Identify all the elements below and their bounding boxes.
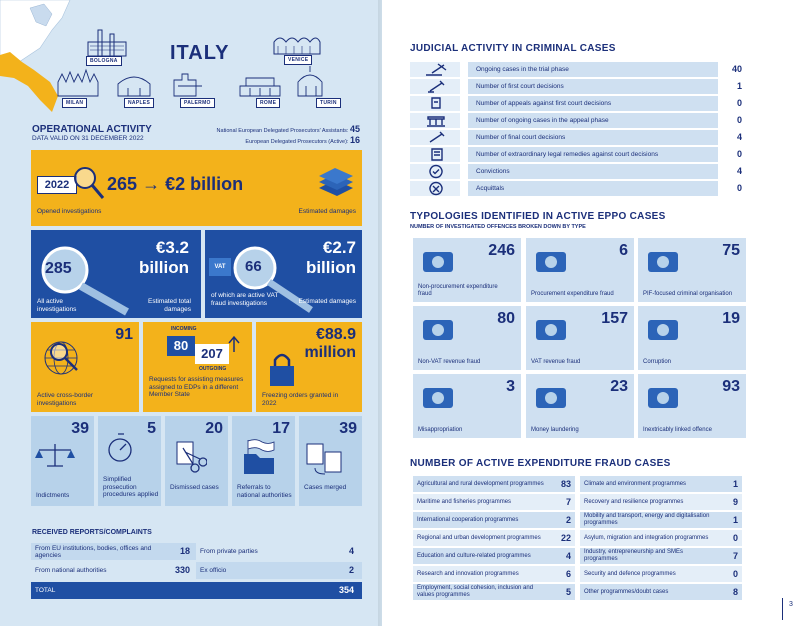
vat-investigations-box [205,230,362,318]
page-number: 3 [789,601,793,608]
city-label-venice: VENICE [284,55,312,65]
diamond-network-icon [644,380,684,414]
expenditure-label: Recovery and resilience programmes [584,498,684,505]
typology-value: 75 [722,242,740,259]
venice-skyline-icon [272,30,322,56]
judicial-row [410,130,742,145]
court-icon [410,113,460,128]
judicial-row-label: Number of appeals against first court decisions [468,96,718,111]
hammer-icon [410,79,460,94]
edps-label: European Delegated Prosecutors (Active): [245,139,349,145]
expenditure-value: 6 [565,569,571,579]
indictments-label: Indictments [36,492,70,499]
simplified-procedures-value: 5 [147,420,156,437]
opened-arrow: → [142,174,161,194]
judicial-row [410,79,742,94]
typology-label: Non-procurement expenditure fraud [418,284,498,297]
expenditure-value: 8 [732,587,738,597]
money-stack-icon [315,160,357,200]
judicial-row-value: 4 [736,166,742,176]
expenditure-row [413,548,575,564]
cross-border-count: 91 [115,326,133,343]
report-total-row [31,582,362,599]
city-label-naples: NAPLES [124,98,154,108]
expenditure-value: 7 [732,551,738,561]
bologna-skyline-icon [84,28,130,58]
vat-label: of which are active VAT fraud investigations [211,292,279,307]
dismissed-cases-box [165,416,228,506]
expenditure-row [413,512,575,528]
freezing-amount: €88.9 million [304,326,356,361]
expenditure-label: Education and culture-related programmes [417,552,531,559]
assisting-measures-box [143,322,252,412]
judicial-row [410,181,742,196]
magnifier-icon [71,164,105,200]
expenditure-label: Mobility and transport, energy and digitalisation programmes [584,513,710,526]
expenditure-row [580,512,742,528]
page-rule [782,598,783,620]
judicial-row-value: 0 [736,149,742,159]
judicial-row-label: Number of extraordinary legal remedies against court decisions [468,147,718,162]
report-row-private [196,543,362,560]
report-row-eu [31,543,196,560]
report-row-exofficio [196,562,362,579]
report-row-national-value: 330 [174,565,190,575]
expenditure-value: 1 [732,515,738,525]
typology-value: 23 [610,378,628,395]
check-circle-icon [410,164,460,179]
expenditure-value: 0 [732,569,738,579]
judicial-row [410,164,742,179]
euro-bag-icon [419,312,459,346]
typologies-subtitle: NUMBER OF INVESTIGATED OFFENCES BROKEN DOWN BY TYPE [410,224,586,230]
banknote-icon [419,244,459,278]
report-row-exofficio-label: Ex officio [200,567,227,574]
incoming-label: INCOMING [171,326,197,332]
expenditure-row [413,566,575,582]
expenditure-value: 2 [565,515,571,525]
merge-documents-icon [305,438,345,478]
expenditure-row [413,476,575,492]
operational-title: OPERATIONAL ACTIVITY [32,124,152,135]
expenditure-label: Employment, social cohesion, inclusion and values programmes [417,585,534,598]
expenditure-label: Industry, entrepreneurship and SMEs programmes [584,549,683,562]
cases-merged-value: 39 [339,420,357,437]
scales-icon [35,440,75,470]
typologies-title: TYPOLOGIES IDENTIFIED IN ACTIVE EPPO CASES [410,211,666,222]
expenditure-value: 9 [732,497,738,507]
typology-card [413,306,521,370]
expenditure-value: 5 [565,587,571,597]
typology-card [638,238,746,302]
assisting-measures-label: Requests for assisting measures assigned to EDPs in a different Member State [149,376,244,398]
expenditure-row [413,494,575,510]
expenditure-label: Climate and environment programmes [584,480,687,487]
judicial-row-value: 40 [731,64,742,74]
expenditure-value: 1 [732,479,738,489]
typology-card [638,306,746,370]
judicial-row-value: 0 [736,98,742,108]
judicial-row-label: Ongoing cases in the trial phase [468,62,718,77]
expenditure-label: Asylum, migration and integration programmes [584,534,709,541]
typology-card [526,374,634,438]
typology-card [638,374,746,438]
expenditure-label: International cooperation programmes [417,516,519,523]
active-damages: €3.2 billion [138,238,189,277]
typology-value: 3 [506,378,515,395]
city-label-turin: TURIN [316,98,341,108]
assistants-line [200,124,360,134]
referrals-value: 17 [272,420,290,437]
expenditure-label: Research and innovation programmes [417,570,519,577]
typology-value: 80 [497,310,515,327]
judicial-row-label: Acquittals [468,181,718,196]
left-page [0,0,382,626]
globe-magnifier-icon [37,332,91,386]
stopwatch-icon [106,430,136,464]
city-skylines-row [54,64,354,100]
judicial-row-label: Number of final court decisions [468,130,718,145]
assistants-label: National European Delegated Prosecutors' Assistants: [216,128,349,134]
cart-icon [532,244,572,278]
money-hand-icon [419,380,459,414]
cases-merged-box [299,416,362,506]
appeal-icon [410,96,460,111]
active-investigations-box [31,230,201,318]
extraordinary-icon [410,147,460,162]
expenditure-value: 0 [732,533,738,543]
judicial-row-label: Number of first court decisions [468,79,718,94]
expenditure-row [413,584,575,600]
referrals-label: Referrals to national authorities [237,484,292,499]
typology-label: PIF-focused criminal organisation [643,291,733,297]
expenditure-value: 4 [565,551,571,561]
expenditure-row [580,566,742,582]
opened-count: 265 [107,174,138,194]
judicial-row [410,113,742,128]
expenditure-value: 7 [565,497,571,507]
expenditure-label: Agricultural and rural development programmes [417,480,544,487]
typology-card [526,306,634,370]
opened-line [107,174,243,195]
typology-label: Corruption [643,359,672,365]
final-decision-icon [410,130,460,145]
report-total-label: TOTAL [35,587,56,594]
expenditure-row [413,530,575,546]
typology-value: 19 [722,310,740,327]
typology-label: Inextricably linked offence [643,427,712,433]
expenditure-label: Regional and urban development programmes [417,534,541,541]
edps-line [200,135,360,145]
city-label-bologna: BOLOGNA [86,56,122,66]
judicial-row-value: 0 [736,183,742,193]
active-count: 285 [45,260,72,277]
folder-flag-icon [238,438,278,478]
typology-label: Procurement expenditure fraud [531,291,614,297]
opened-label: Opened investigations [37,208,102,215]
judicial-row-value: 1 [736,81,742,91]
judicial-row-label: Convictions [468,164,718,179]
expenditure-label: Security and defence programmes [584,570,676,577]
assistants-value: 45 [349,124,360,134]
freezing-orders-box [256,322,362,412]
expenditure-label: Maritime and fisheries programmes [417,498,512,505]
laundry-icon [532,380,572,414]
typology-value: 157 [601,310,628,327]
judicial-row-label: Number of ongoing cases in the appeal phase [468,113,718,128]
operational-subtitle: DATA VALID ON 31 DECEMBER 2022 [32,135,144,142]
city-label-milan: MILAN [62,98,87,108]
typology-label: VAT revenue fraud [531,359,581,365]
typology-label: Money laundering [531,427,579,433]
judicial-row-value: 0 [736,115,742,125]
vat-badge: VAT [209,258,231,276]
dismissed-cases-value: 20 [205,420,223,437]
expenditure-title: NUMBER OF ACTIVE EXPENDITURE FRAUD CASES [410,458,671,469]
expenditure-row [580,494,742,510]
incoming-value: 80 [167,336,195,356]
typology-card [413,238,521,302]
typology-value: 6 [619,242,628,259]
expenditure-label: Other programmes/doubt cases [584,588,669,595]
report-row-national [31,562,196,579]
judicial-row [410,96,742,111]
vat-damages-label: Estimated damages [298,298,356,305]
typology-value: 246 [488,242,515,259]
simplified-procedures-label: Simplified prosecution procedures applied [103,476,159,498]
vat-bag-icon [532,312,572,346]
typology-card [526,238,634,302]
gavel-icon [410,62,460,77]
city-label-palermo: PALERMO [180,98,215,108]
report-row-eu-label: From EU institutions, bodies, offices and agencies [35,545,152,559]
country-title: ITALY [170,42,230,64]
expenditure-row [580,530,742,546]
active-damages-label: Estimated total damages [148,298,191,313]
cross-border-box [31,322,139,412]
freezing-label: Freezing orders granted in 2022 [262,392,339,407]
expenditure-row [580,548,742,564]
typology-label: Misappropriation [418,427,463,433]
report-row-national-label: From national authorities [35,567,107,574]
simplified-procedures-box [98,416,161,506]
report-total-value: 354 [338,585,354,595]
typology-value: 93 [722,378,740,395]
report-row-private-value: 4 [348,546,354,556]
outgoing-value: 207 [195,344,229,364]
network-icon [644,244,684,278]
reports-title: RECEIVED REPORTS/COMPLAINTS [32,529,152,536]
indictments-value: 39 [71,420,89,437]
cross-circle-icon [410,181,460,196]
report-row-private-label: From private parties [200,548,258,555]
expenditure-value: 83 [560,479,571,489]
report-row-eu-value: 18 [179,546,190,556]
opened-investigations-box [31,150,362,226]
referrals-box [232,416,295,506]
report-row-exofficio-value: 2 [348,565,354,575]
judicial-row [410,147,742,162]
indictments-box [31,416,94,506]
judicial-row-value: 4 [736,132,742,142]
expenditure-row [580,476,742,492]
vat-count: 66 [245,258,262,275]
expenditure-value: 22 [560,533,571,543]
city-label-rome: ROME [256,98,280,108]
typology-label: Non-VAT revenue fraud [418,359,481,365]
scissors-icon [173,438,207,478]
opened-damages: €2 billion [165,174,244,194]
arrow-up-icon [227,334,241,354]
handshake-icon [644,312,684,346]
cross-border-label: Active cross-border investigations [37,392,93,407]
judicial-title: JUDICIAL ACTIVITY IN CRIMINAL CASES [410,43,616,54]
edps-value: 16 [349,135,360,145]
expenditure-row [580,584,742,600]
dismissed-cases-label: Dismissed cases [170,484,219,491]
judicial-row [410,62,742,77]
typology-card [413,374,521,438]
year-badge: 2022 [37,176,77,194]
active-label: All active investigations [37,298,77,313]
vat-damages: €2.7 billion [305,238,356,277]
cases-merged-label: Cases merged [304,484,347,491]
outgoing-label: OUTGOING [199,366,227,372]
opened-damages-label: Estimated damages [298,208,356,215]
